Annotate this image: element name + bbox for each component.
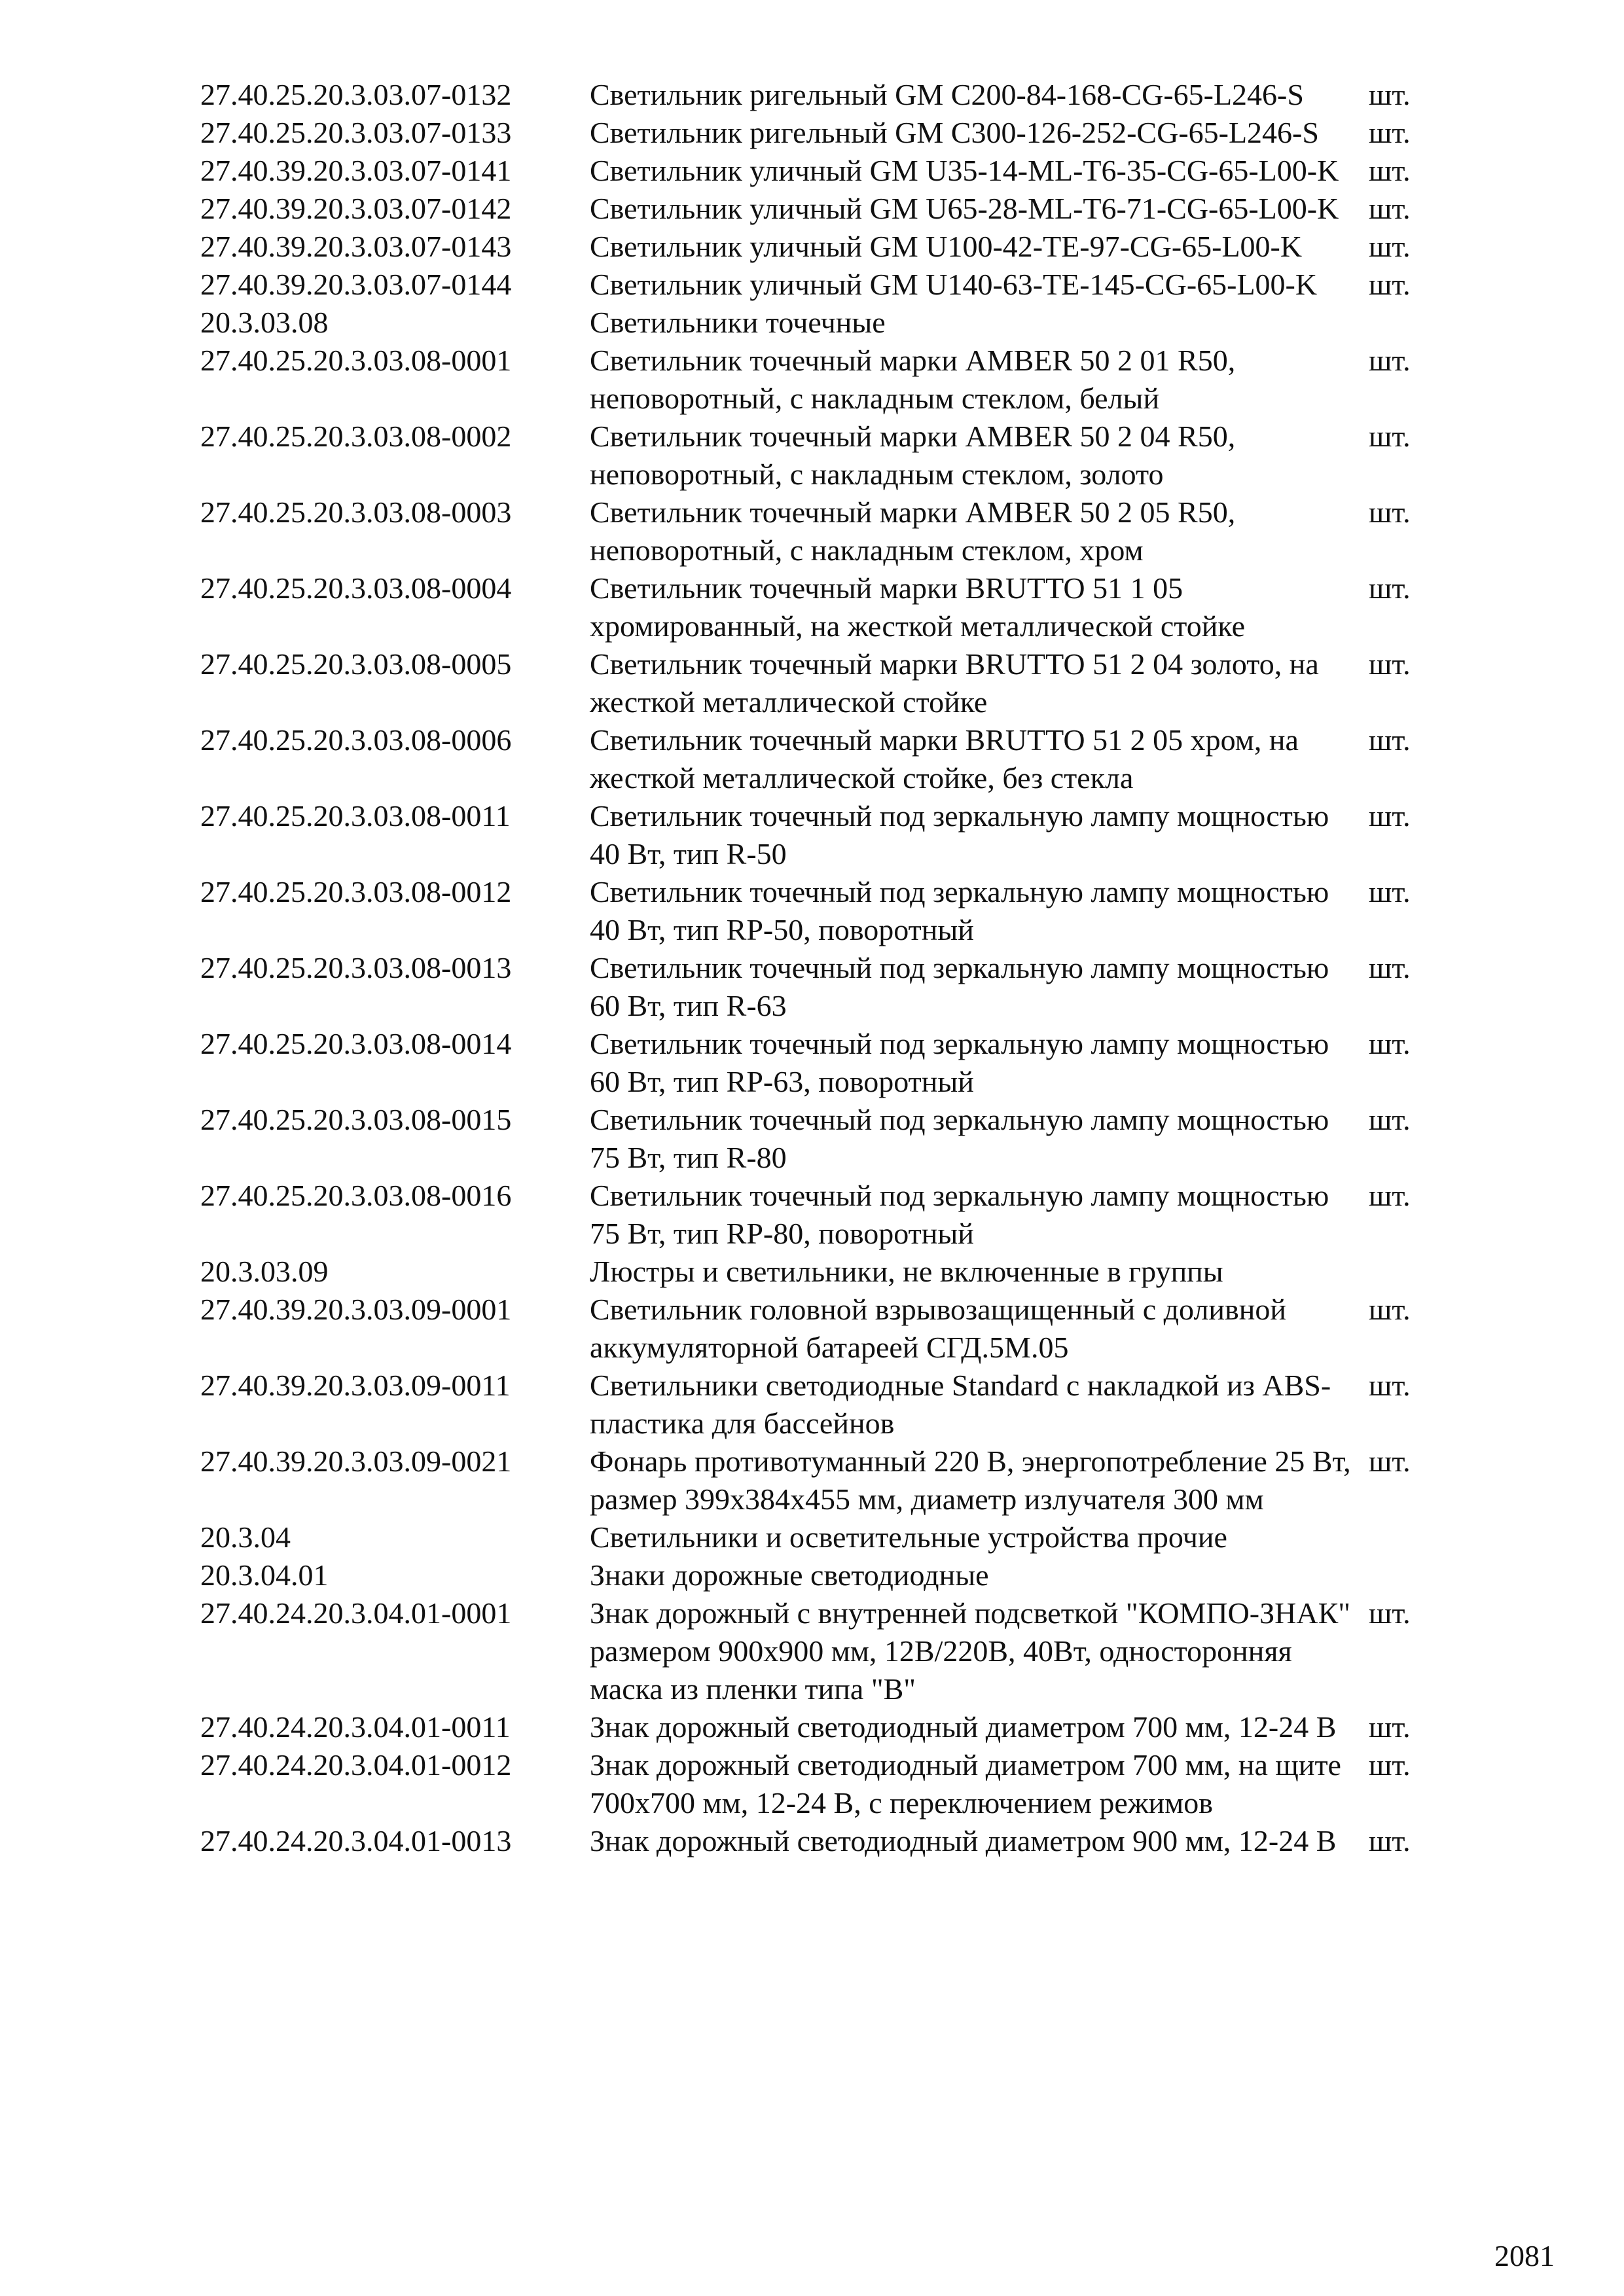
item-code: 27.40.25.20.3.03.08-0012 <box>200 875 512 908</box>
item-name: Светильник уличный GM U35-14-ML-T6-35-CG-65-L00-K <box>590 154 1339 187</box>
item-unit: шт. <box>1369 268 1411 301</box>
item-unit: шт. <box>1369 1710 1411 1744</box>
item-unit: шт. <box>1369 571 1411 605</box>
item-name: Светильник уличный GM U140-63-TE-145-CG-65-L00-K <box>590 268 1318 301</box>
item-unit: шт. <box>1369 1293 1411 1326</box>
item-name: Знак дорожный светодиодный диаметром 900 мм, 12-24 В <box>590 1824 1337 1857</box>
item-name: Светильник уличный GM U100-42-TE-97-CG-65-L00-K <box>590 230 1303 263</box>
item-name: Светильник точечный под зеркальную лампу мощностью 60 Вт, тип R-63 <box>590 951 1329 1022</box>
item-name: Светильник точечный марки BRUTTO 51 2 05 хром, на жесткой металлической стойке, без стекла <box>590 723 1299 795</box>
table-row <box>200 1443 1444 1518</box>
item-code: 27.40.25.20.3.03.08-0001 <box>200 344 512 377</box>
table-row <box>200 493 1444 569</box>
item-code: 27.40.39.20.3.03.07-0143 <box>200 230 512 263</box>
item-unit: шт. <box>1369 951 1411 984</box>
table-row <box>200 645 1444 721</box>
item-unit: шт. <box>1369 420 1411 453</box>
item-code: 27.40.25.20.3.03.08-0011 <box>200 799 511 833</box>
item-name: Светильник точечный под зеркальную лампу мощностью 75 Вт, тип R-80 <box>590 1103 1329 1174</box>
item-name: Светильники и осветительные устройства прочие <box>590 1520 1227 1554</box>
item-unit: шт. <box>1369 116 1411 149</box>
item-code: 27.40.24.20.3.04.01-0011 <box>200 1710 511 1744</box>
item-code: 27.40.25.20.3.03.08-0014 <box>200 1027 512 1060</box>
item-unit: шт. <box>1369 1596 1411 1630</box>
table-row <box>200 1822 1444 1860</box>
item-unit: шт. <box>1369 192 1411 225</box>
table-row <box>200 304 1444 342</box>
table-row <box>200 949 1444 1025</box>
item-code: 27.40.25.20.3.03.08-0006 <box>200 723 512 757</box>
table-row <box>200 1594 1444 1708</box>
item-code: 27.40.24.20.3.04.01-0001 <box>200 1596 512 1630</box>
table-row <box>200 1518 1444 1556</box>
item-unit: шт. <box>1369 1027 1411 1060</box>
item-unit: шт. <box>1369 723 1411 757</box>
item-name: Светильник точечный марки AMBER 50 2 01 R50, неповоротный, с накладным стеклом, белый <box>590 344 1236 415</box>
table-row <box>200 266 1444 304</box>
item-code: 27.40.25.20.3.03.08-0003 <box>200 495 512 529</box>
item-unit: шт. <box>1369 230 1411 263</box>
page-number: 2081 <box>1494 2239 1555 2272</box>
item-name: Фонарь противотуманный 220 В, энергопотребление 25 Вт, размер 399х384х455 мм, диаметр излучателя 300 мм <box>590 1444 1351 1516</box>
item-code: 20.3.04.01 <box>200 1558 329 1592</box>
table-row <box>200 1556 1444 1594</box>
item-unit: шт. <box>1369 1103 1411 1136</box>
table-row <box>200 569 1444 645</box>
item-code: 27.40.25.20.3.03.07-0133 <box>200 116 512 149</box>
item-code: 20.3.03.09 <box>200 1255 329 1288</box>
table-row <box>200 76 1444 114</box>
item-code: 27.40.39.20.3.03.07-0144 <box>200 268 512 301</box>
item-unit: шт. <box>1369 154 1411 187</box>
item-name: Светильники светодиодные Standard с накладкой из ABS-пластика для бассейнов <box>590 1369 1331 1440</box>
item-name: Светильник уличный GM U65-28-ML-T6-71-CG-65-L00-K <box>590 192 1339 225</box>
table-row <box>200 1367 1444 1443</box>
table-row <box>200 114 1444 152</box>
item-code: 20.3.04 <box>200 1520 291 1554</box>
item-unit: шт. <box>1369 799 1411 833</box>
table-row <box>200 873 1444 949</box>
item-name: Светильник точечный марки AMBER 50 2 05 R50, неповоротный, с накладным стеклом, хром <box>590 495 1236 567</box>
item-unit: шт. <box>1369 1179 1411 1212</box>
item-name: Знак дорожный с внутренней подсветкой "КОМПО-ЗНАК" размером 900х900 мм, 12В/220В, 40Вт, односторонняя маска из пленки типа "В" <box>590 1596 1351 1706</box>
item-name: Светильники точечные <box>590 306 886 339</box>
item-code: 27.40.25.20.3.03.08-0002 <box>200 420 512 453</box>
table-row <box>200 1746 1444 1822</box>
table-row <box>200 342 1444 418</box>
item-unit: шт. <box>1369 495 1411 529</box>
item-code: 27.40.39.20.3.03.09-0021 <box>200 1444 512 1478</box>
item-code: 27.40.25.20.3.03.08-0016 <box>200 1179 512 1212</box>
table-row <box>200 1177 1444 1253</box>
item-unit: шт. <box>1369 875 1411 908</box>
item-name: Светильник точечный под зеркальную лампу мощностью 60 Вт, тип RP-63, поворотный <box>590 1027 1329 1098</box>
item-code: 27.40.24.20.3.04.01-0012 <box>200 1748 512 1782</box>
item-name: Светильник головной взрывозащищенный с доливной аккумуляторной батареей СГД.5М.05 <box>590 1293 1286 1364</box>
item-name: Светильник точечный под зеркальную лампу мощностью 75 Вт, тип RP-80, поворотный <box>590 1179 1329 1250</box>
table-row <box>200 1101 1444 1177</box>
item-code: 27.40.39.20.3.03.09-0011 <box>200 1369 511 1402</box>
item-code: 27.40.39.20.3.03.09-0001 <box>200 1293 512 1326</box>
table-row <box>200 1291 1444 1367</box>
item-unit: шт. <box>1369 1444 1411 1478</box>
table-row <box>200 797 1444 873</box>
item-unit: шт. <box>1369 1748 1411 1782</box>
item-unit: шт. <box>1369 344 1411 377</box>
item-code: 27.40.25.20.3.03.08-0015 <box>200 1103 512 1136</box>
item-code: 27.40.25.20.3.03.08-0005 <box>200 647 512 681</box>
item-code: 27.40.25.20.3.03.07-0132 <box>200 78 512 111</box>
item-name: Светильник точечный марки BRUTTO 51 1 05 хромированный, на жесткой металлической стойке <box>590 571 1245 643</box>
catalog-table <box>200 76 1444 1860</box>
item-code: 27.40.24.20.3.04.01-0013 <box>200 1824 512 1857</box>
item-name: Светильник точечный под зеркальную лампу мощностью 40 Вт, тип RP-50, поворотный <box>590 875 1329 946</box>
table-row <box>200 228 1444 266</box>
item-code: 20.3.03.08 <box>200 306 329 339</box>
item-name: Знак дорожный светодиодный диаметром 700 мм, 12-24 В <box>590 1710 1337 1744</box>
table-row <box>200 418 1444 493</box>
table-row <box>200 721 1444 797</box>
item-code: 27.40.25.20.3.03.08-0013 <box>200 951 512 984</box>
item-name: Знак дорожный светодиодный диаметром 700 мм, на щите 700х700 мм, 12-24 В, с переключением режимов <box>590 1748 1341 1820</box>
table-row <box>200 152 1444 190</box>
table-row <box>200 1253 1444 1291</box>
item-unit: шт. <box>1369 78 1411 111</box>
item-unit: шт. <box>1369 1824 1411 1857</box>
item-name: Светильник ригельный GM C200-84-168-CG-65-L246-S <box>590 78 1304 111</box>
table-row <box>200 1708 1444 1746</box>
table-row <box>200 190 1444 228</box>
item-name: Светильник точечный марки BRUTTO 51 2 04 золото, на жесткой металлической стойке <box>590 647 1319 719</box>
table-row <box>200 1025 1444 1101</box>
item-code: 27.40.39.20.3.03.07-0141 <box>200 154 512 187</box>
item-name: Светильник ригельный GM C300-126-252-CG-65-L246-S <box>590 116 1319 149</box>
item-name: Светильник точечный марки AMBER 50 2 04 R50, неповоротный, с накладным стеклом, золото <box>590 420 1236 491</box>
item-name: Светильник точечный под зеркальную лампу мощностью 40 Вт, тип R-50 <box>590 799 1329 870</box>
item-code: 27.40.25.20.3.03.08-0004 <box>200 571 512 605</box>
item-name: Знаки дорожные светодиодные <box>590 1558 989 1592</box>
item-name: Люстры и светильники, не включенные в группы <box>590 1255 1223 1288</box>
item-unit: шт. <box>1369 1369 1411 1402</box>
item-code: 27.40.39.20.3.03.07-0142 <box>200 192 512 225</box>
item-unit: шт. <box>1369 647 1411 681</box>
